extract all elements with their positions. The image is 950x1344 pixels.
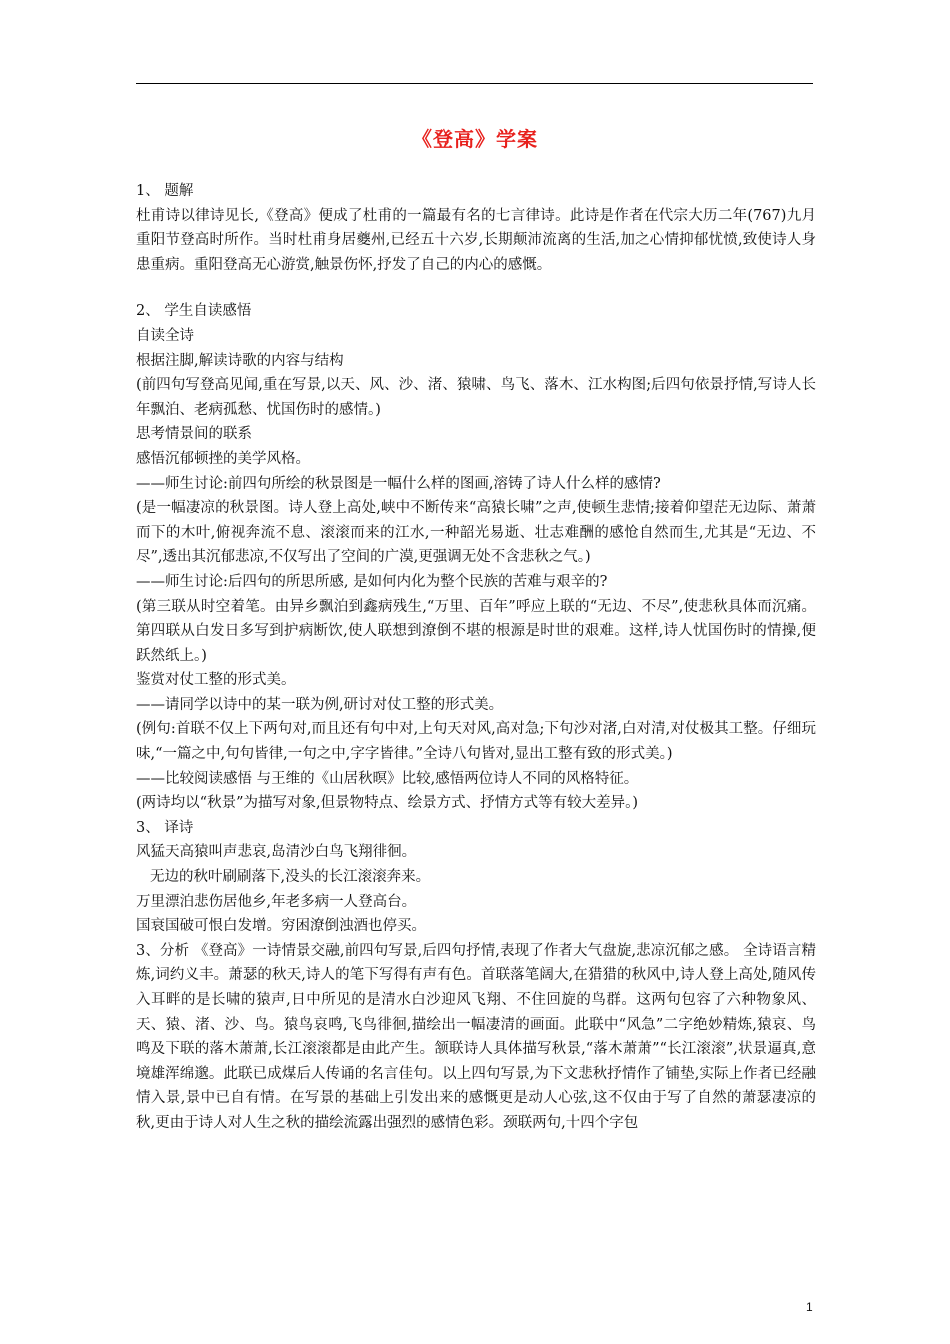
paragraph: ——请同学以诗中的某一联为例,研讨对仗工整的形式美。 [136,696,504,713]
section-heading: 3、 译诗 [136,819,194,836]
poem-line: 国衰国破可恨白发增。穷困潦倒浊酒也停买。 [136,918,426,935]
poem-line: 万里漂泊悲伤居他乡,年老多病一人登高台。 [136,893,417,910]
header-rule [136,83,813,84]
paragraph: 杜甫诗以律诗见长,《登高》便成了杜甫的一篇最有名的七言律诗。此诗是作者在代宗大历二年(767)九月重阳节登高时所作。当时杜甫身居夔州,已经五十六岁,长期颠沛流离的生活,加之心情抑郁忧愤,致使诗人身患重病。重阳登高无心游赏,触景伤怀,抒发了自己的内心的感慨。 [136,207,816,273]
paragraph: ——师生讨论:后四句的所思所感, 是如何内化为整个民族的苦难与艰辛的? [136,573,608,590]
paragraph: (第三联从时空着笔。由异乡飘泊到鑫病残生,“万里、百年”呼应上联的“无边、不尽”,使悲秋具体而沉痛。第四联从白发日多写到护病断饮,使人联想到潦倒不堪的根源是时世的艰难。这样,诗人忧国伤时的情操,便跃然纸上。) [136,598,816,664]
section-heading: 1、 题解 [136,183,194,199]
paragraph: ——比较阅读感悟 与王维的《山居秋暝》比较,感悟两位诗人不同的风格特征。 [136,770,639,787]
page-number: 1 [806,1300,813,1314]
poem-line: 无边的秋叶刷刷落下,没头的长江滚滚奔来。 [150,869,431,886]
paragraph: 鉴赏对仗工整的形式美。 [136,672,296,689]
paragraph: (例句:首联不仅上下两句对,而且还有句中对,上句天对风,高对急;下句沙对渚,白对清,对仗极其工整。仔细玩味,“一篇之中,句句皆律,一句之中,字字皆律。”全诗八句皆对,显出工整有致的形式美。) [136,721,816,763]
poem-line: 风猛天高猿叫声悲哀,岛清沙白鸟飞翔徘徊。 [136,844,417,861]
paragraph: 自读全诗 [136,327,194,344]
paragraph: 3、分析 《登高》一诗情景交融,前四句写景,后四句抒情,表现了作者大气盘旋,悲凉沉郁之感。 全诗语言精炼,词约义丰。萧瑟的秋天,诗人的笔下写得有声有色。首联落笔阔大,在猎猎的秋风中,诗人登上高处,随风传入耳畔的是长啸的猿声,日中所见的是清水白沙迎风飞翔、不住回旋的鸟群。这两句包容了六种物象风、天、猿、渚、沙、鸟。猿鸟哀鸣,飞鸟徘徊,描绘出一幅凄清的画面。此联中“风急”二字绝妙精炼,猿哀、鸟鸣及下联的落木萧萧,长江滚滚都是由此产生。颔联诗人具体描写秋景,“落木萧萧”“长江滚滚”,状景逼真,意境雄浑绵邈。此联已成煤后人传诵的名言佳句。以上四句写景,为下文悲秋抒情作了铺垫,实际上作者已经融情入景,景中已自有情。在写景的基础上引发出来的感慨更是动人心弦,这不仅由于写了自然的萧瑟凄凉的秋,更由于诗人对人生之秋的描绘流露出强烈的感情色彩。颈联两句,十四个字包 [136,942,816,1131]
paragraph: (是一幅凄凉的秋景图。诗人登上高处,峡中不断传来“高猿长啸”之声,使顿生悲情;接着仰望茫无边际、萧萧而下的木叶,俯视奔流不息、滚滚而来的江水,一种韶光易逝、壮志难酬的感怆自然而生,尤其是“无边、不尽”,透出其沉郁悲凉,不仅写出了空间的广漠,更强调无处不含悲秋之气。) [136,500,816,566]
paragraph: ——师生讨论:前四句所绘的秋景图是一幅什么样的图画,溶铸了诗人什么样的感情? [136,475,661,492]
page-title: 《登高》学案 [412,127,538,151]
paragraph: 思考情景间的联系 [136,426,252,443]
paragraph: 感悟沉郁顿挫的美学风格。 [136,450,310,467]
paragraph: 根据注脚,解读诗歌的内容与结构 [136,352,344,369]
document-body [136,179,816,1136]
paragraph: (前四句写登高见闻,重在写景,以天、风、沙、渚、猿啸、鸟飞、落木、江水构图;后四句依景抒情,写诗人长年飘泊、老病孤愁、忧国伤时的感情。) [136,377,816,418]
section-heading: 2、 学生自读感悟 [136,303,252,320]
paragraph: (两诗均以“秋景”为描写对象,但景物特点、绘景方式、抒情方式等有较大差异。) [136,795,638,812]
